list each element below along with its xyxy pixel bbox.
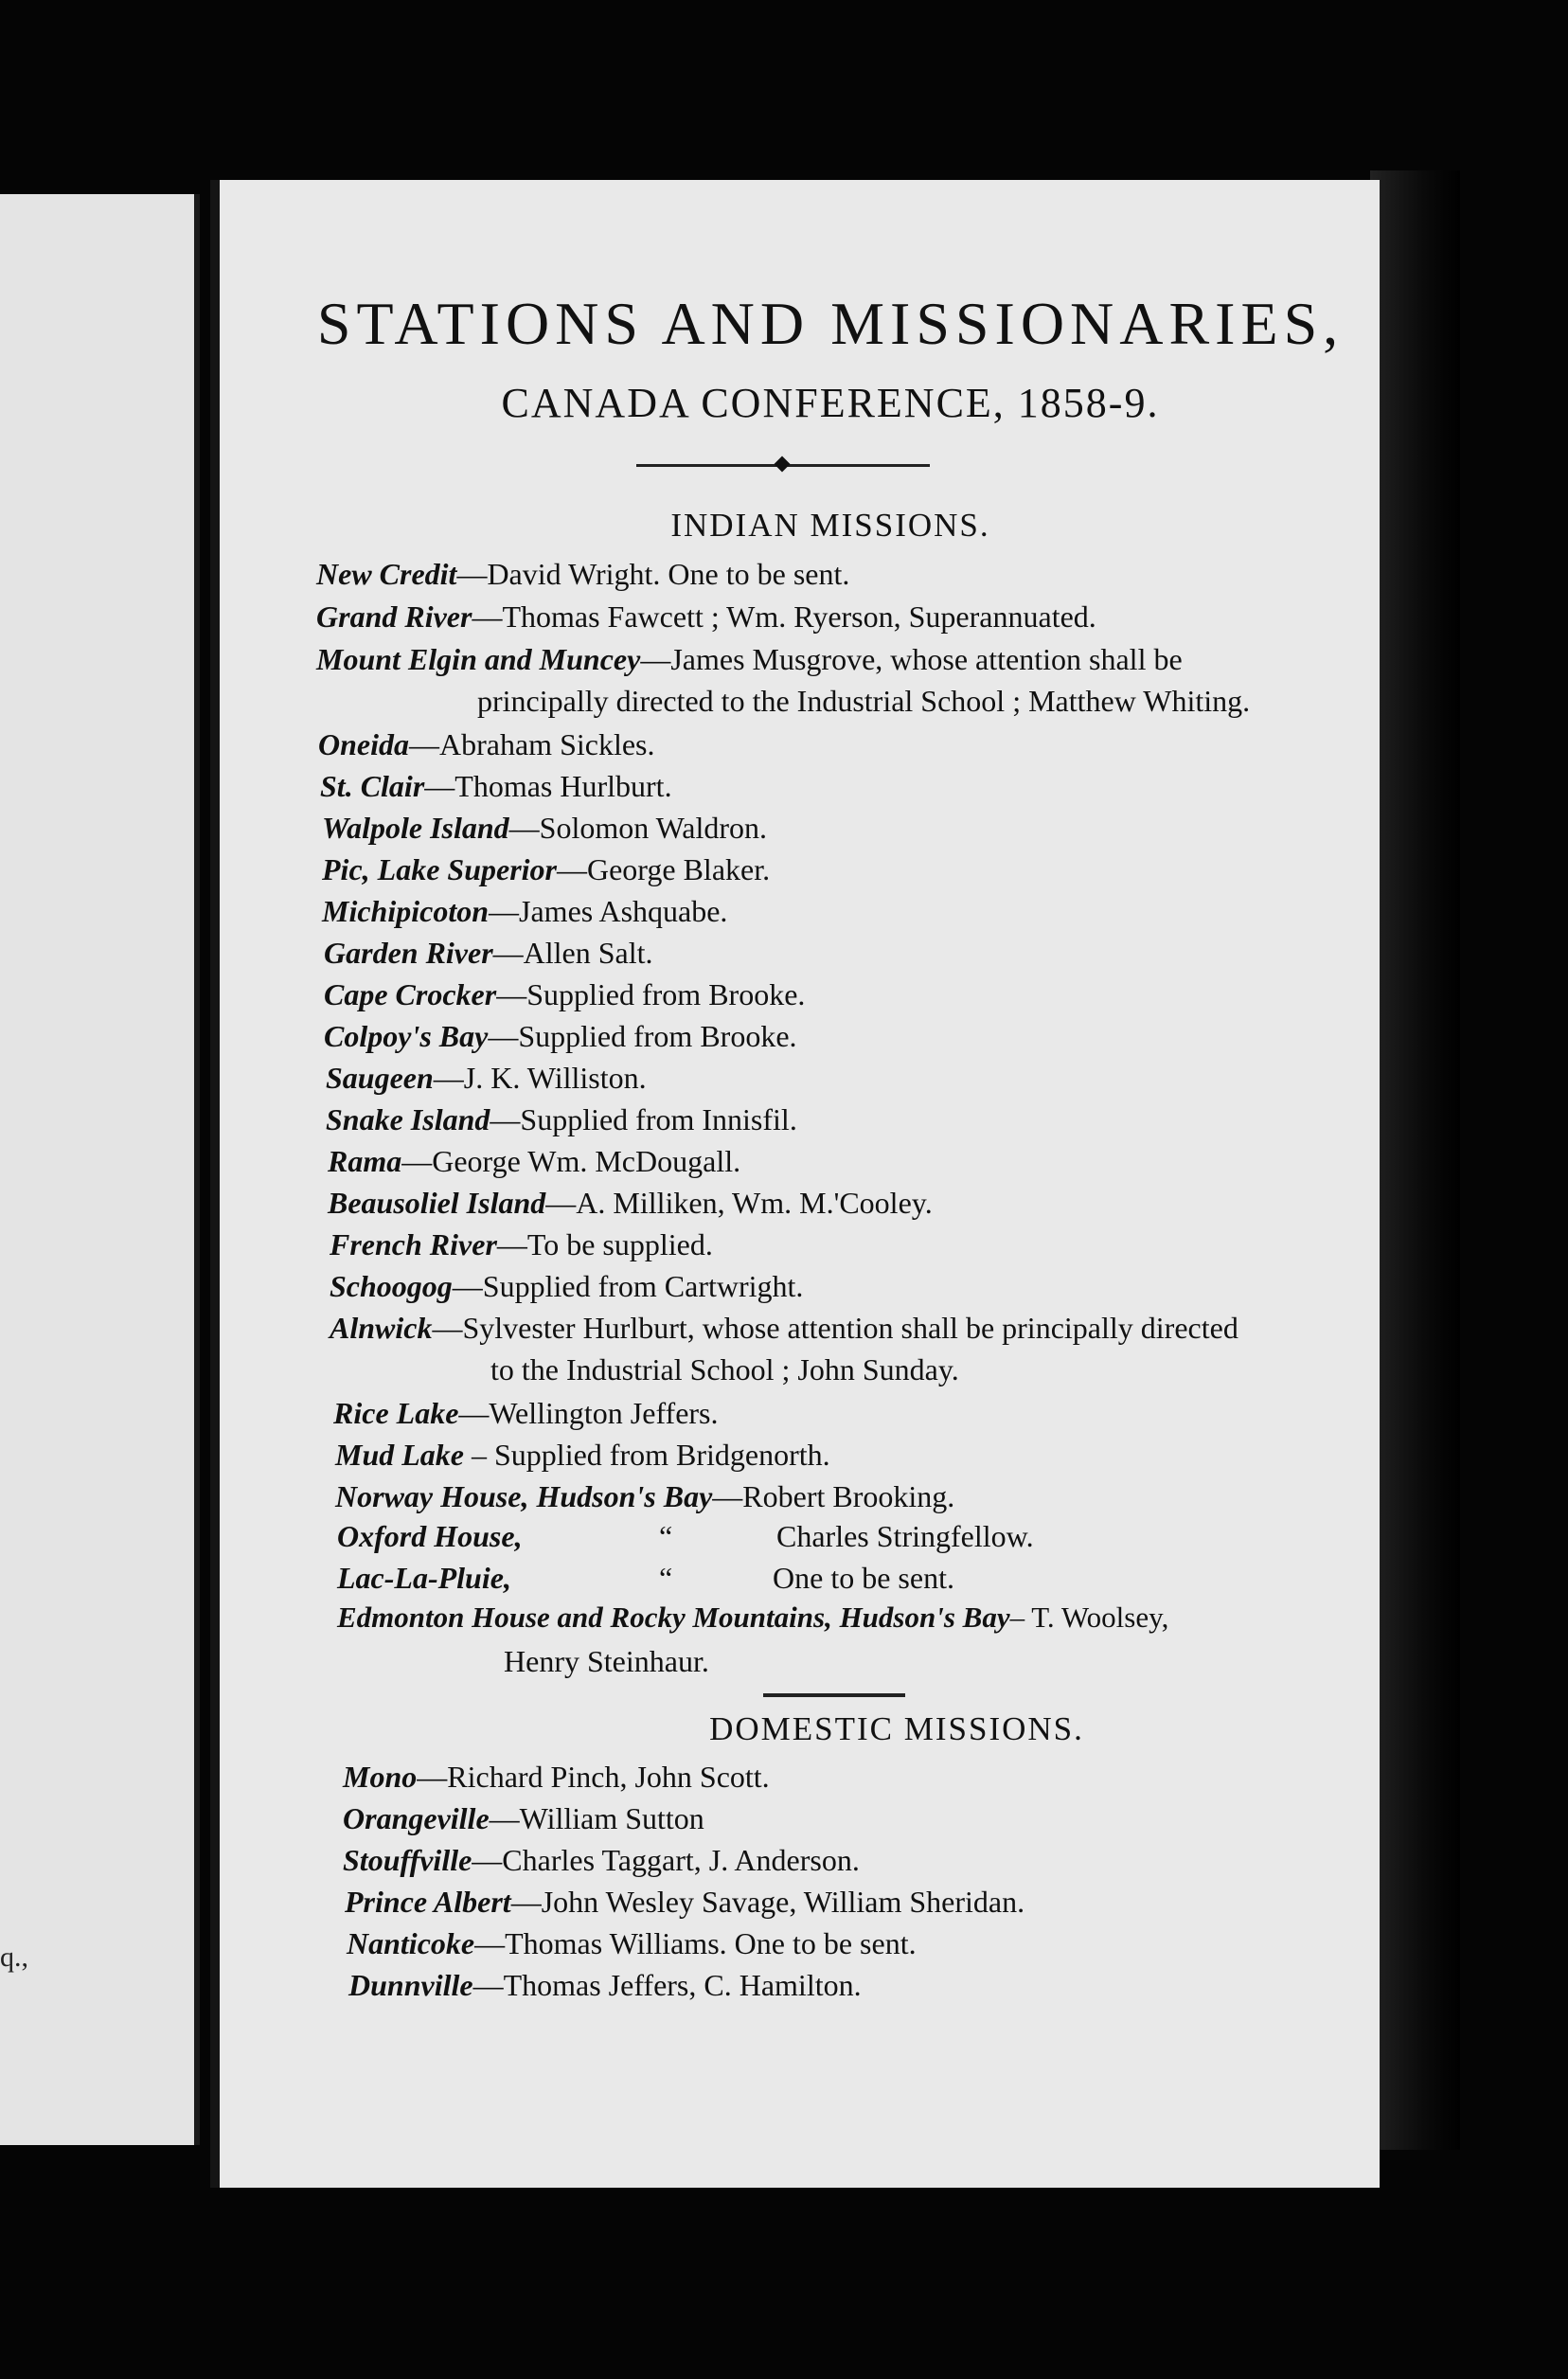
mission-entry: St. Clair—Thomas Hurlburt. bbox=[320, 769, 672, 803]
missionaries: Supplied from Cartwright. bbox=[482, 1269, 804, 1303]
station-name: Schoogog bbox=[330, 1269, 453, 1303]
entry-continuation: Henry Steinhaur. bbox=[504, 1644, 709, 1678]
station-name: Stouffville bbox=[343, 1843, 472, 1877]
station-name: Michipicoton bbox=[322, 894, 490, 928]
station-name: Beausoliel Island bbox=[328, 1186, 546, 1220]
station-name: Garden River bbox=[324, 936, 493, 970]
station-name: Prince Albert bbox=[345, 1885, 511, 1919]
mission-entry: Grand River—Thomas Fawcett ; Wm. Ryerson, Superannuated. bbox=[316, 599, 1096, 634]
station-name: Lac-La-Pluie, bbox=[337, 1561, 511, 1595]
missionaries: Thomas Fawcett ; Wm. Ryerson, Superannuated. bbox=[502, 599, 1096, 634]
missionaries: A. Milliken, Wm. M.'Cooley. bbox=[576, 1186, 933, 1220]
station-name: Nanticoke bbox=[347, 1926, 475, 1960]
mission-entry: Michipicoton—James Ashquabe. bbox=[322, 894, 728, 928]
station-name: Grand River bbox=[316, 599, 472, 634]
missionaries: One to be sent. bbox=[773, 1561, 954, 1595]
mission-entry: Mono—Richard Pinch, John Scott. bbox=[343, 1760, 770, 1794]
missionaries: J. K. Williston. bbox=[463, 1061, 647, 1095]
missionaries: James Ashquabe. bbox=[519, 894, 728, 928]
missionaries: Thomas Hurlburt. bbox=[454, 769, 672, 803]
page-title: STATIONS AND MISSIONARIES, bbox=[316, 290, 1345, 357]
mission-entry: Oneida—Abraham Sickles. bbox=[318, 727, 655, 761]
missionaries: Supplied from Bridgenorth. bbox=[494, 1438, 830, 1472]
mission-entry: Rama—George Wm. McDougall. bbox=[328, 1144, 741, 1178]
station-name: Walpole Island bbox=[322, 811, 509, 845]
station-name: Mud Lake bbox=[335, 1438, 464, 1472]
missionaries: Wellington Jeffers. bbox=[489, 1396, 719, 1430]
mission-entry: Rice Lake—Wellington Jeffers. bbox=[333, 1396, 719, 1430]
missionaries: Supplied from Innisfil. bbox=[520, 1102, 797, 1136]
missionaries: Charles Taggart, J. Anderson. bbox=[502, 1843, 860, 1877]
mission-entry: Stouffville—Charles Taggart, J. Anderson. bbox=[343, 1843, 860, 1877]
mission-entry: Mud Lake – Supplied from Bridgenorth. bbox=[335, 1438, 830, 1472]
mission-entry bbox=[337, 1561, 511, 1596]
domestic-missions-heading: DOMESTIC MISSIONS. bbox=[709, 1710, 1084, 1747]
mission-entry: New Credit—David Wright. One to be sent. bbox=[316, 557, 850, 591]
station-name: Saugeen bbox=[326, 1061, 434, 1095]
mission-entry: Snake Island—Supplied from Innisfil. bbox=[326, 1102, 797, 1136]
missionaries: George Blaker. bbox=[586, 852, 771, 886]
missionaries: To be supplied. bbox=[526, 1227, 713, 1261]
mission-entry bbox=[337, 1519, 523, 1554]
mission-entry: Dunnville—Thomas Jeffers, C. Hamilton. bbox=[348, 1968, 862, 2002]
station-name: Rice Lake bbox=[333, 1396, 459, 1430]
missionaries: Abraham Sickles. bbox=[439, 727, 655, 761]
station-name: Oxford House, bbox=[337, 1519, 523, 1553]
missionaries: Supplied from Brooke. bbox=[518, 1019, 797, 1053]
missionaries: Allen Salt. bbox=[523, 936, 653, 970]
mission-entry: French River—To be supplied. bbox=[330, 1227, 713, 1261]
mission-entry: Edmonton House and Rocky Mountains, Hudson's Bay– T. Woolsey, bbox=[337, 1601, 1169, 1634]
station-name: Norway House, Hudson's Bay bbox=[335, 1479, 713, 1513]
station-name: Colpoy's Bay bbox=[324, 1019, 489, 1053]
station-name: Mount Elgin and Muncey bbox=[316, 642, 641, 676]
ditto-mark: “ bbox=[659, 1561, 673, 1595]
station-name: Mono bbox=[343, 1760, 418, 1794]
facing-page-fragment: q., bbox=[0, 1941, 28, 1973]
mission-entry: Cape Crocker—Supplied from Brooke. bbox=[324, 977, 806, 1011]
station-name: Oneida bbox=[318, 727, 409, 761]
station-name: New Credit bbox=[316, 557, 457, 591]
missionaries: Sylvester Hurlburt, whose attention shall be principally directed bbox=[462, 1311, 1238, 1345]
section-rule bbox=[763, 1693, 905, 1697]
missionaries: Thomas Jeffers, C. Hamilton. bbox=[503, 1968, 862, 2002]
missionaries: James Musgrove, whose attention shall be bbox=[670, 642, 1183, 676]
mission-entry: Walpole Island—Solomon Waldron. bbox=[322, 811, 768, 845]
book-edge-shadow bbox=[1370, 170, 1460, 2150]
entry-continuation: to the Industrial School ; John Sunday. bbox=[490, 1352, 959, 1386]
missionaries: Richard Pinch, John Scott. bbox=[447, 1760, 770, 1794]
mission-entry: Prince Albert—John Wesley Savage, William Sheridan. bbox=[345, 1885, 1025, 1919]
mission-entry: Beausoliel Island—A. Milliken, Wm. M.'Cooley. bbox=[328, 1186, 933, 1220]
missionaries: Solomon Waldron. bbox=[539, 811, 768, 845]
missionaries: John Wesley Savage, William Sheridan. bbox=[541, 1885, 1025, 1919]
missionaries: Supplied from Brooke. bbox=[526, 977, 806, 1011]
missionaries: T. Woolsey, bbox=[1031, 1601, 1169, 1634]
document-page bbox=[210, 180, 1380, 2188]
mission-entry: Pic, Lake Superior—George Blaker. bbox=[322, 852, 771, 886]
station-name: Orangeville bbox=[343, 1801, 490, 1835]
missionaries: Thomas Williams. One to be sent. bbox=[505, 1926, 917, 1960]
mission-entry: Nanticoke—Thomas Williams. One to be sent. bbox=[347, 1926, 917, 1960]
mission-entry: Colpoy's Bay—Supplied from Brooke. bbox=[324, 1019, 797, 1053]
mission-entry: Schoogog—Supplied from Cartwright. bbox=[330, 1269, 804, 1303]
mission-entry: Garden River—Allen Salt. bbox=[324, 936, 653, 970]
station-name: French River bbox=[330, 1227, 497, 1261]
mission-entry: Mount Elgin and Muncey—James Musgrove, whose attention shall be bbox=[316, 642, 1183, 676]
mission-entry: Alnwick—Sylvester Hurlburt, whose attention shall be principally directed bbox=[330, 1311, 1238, 1345]
station-name: Alnwick bbox=[330, 1311, 433, 1345]
missionaries: Robert Brooking. bbox=[742, 1479, 955, 1513]
missionaries: William Sutton bbox=[519, 1801, 704, 1835]
mission-entry: Orangeville—William Sutton bbox=[343, 1801, 704, 1835]
station-name: St. Clair bbox=[320, 769, 425, 803]
station-name: Edmonton House and Rocky Mountains, Hudson's Bay bbox=[337, 1601, 1010, 1634]
mission-entry: Saugeen—J. K. Williston. bbox=[326, 1061, 647, 1095]
station-name: Pic, Lake Superior bbox=[322, 852, 557, 886]
missionaries: David Wright. One to be sent. bbox=[487, 557, 850, 591]
ditto-mark: “ bbox=[659, 1519, 673, 1553]
station-name: Snake Island bbox=[326, 1102, 490, 1136]
page-subtitle: CANADA CONFERENCE, 1858-9. bbox=[501, 380, 1160, 426]
facing-page-edge bbox=[0, 194, 200, 2145]
station-name: Cape Crocker bbox=[324, 977, 497, 1011]
station-name: Dunnville bbox=[348, 1968, 473, 2002]
station-name: Rama bbox=[328, 1144, 402, 1178]
ornamental-rule bbox=[636, 464, 930, 467]
mission-entry: Norway House, Hudson's Bay—Robert Brooking. bbox=[335, 1479, 955, 1513]
entry-continuation: principally directed to the Industrial School ; Matthew Whiting. bbox=[477, 684, 1251, 718]
indian-missions-heading: INDIAN MISSIONS. bbox=[670, 507, 990, 544]
missionaries: Charles Stringfellow. bbox=[776, 1519, 1034, 1553]
missionaries: George Wm. McDougall. bbox=[432, 1144, 741, 1178]
